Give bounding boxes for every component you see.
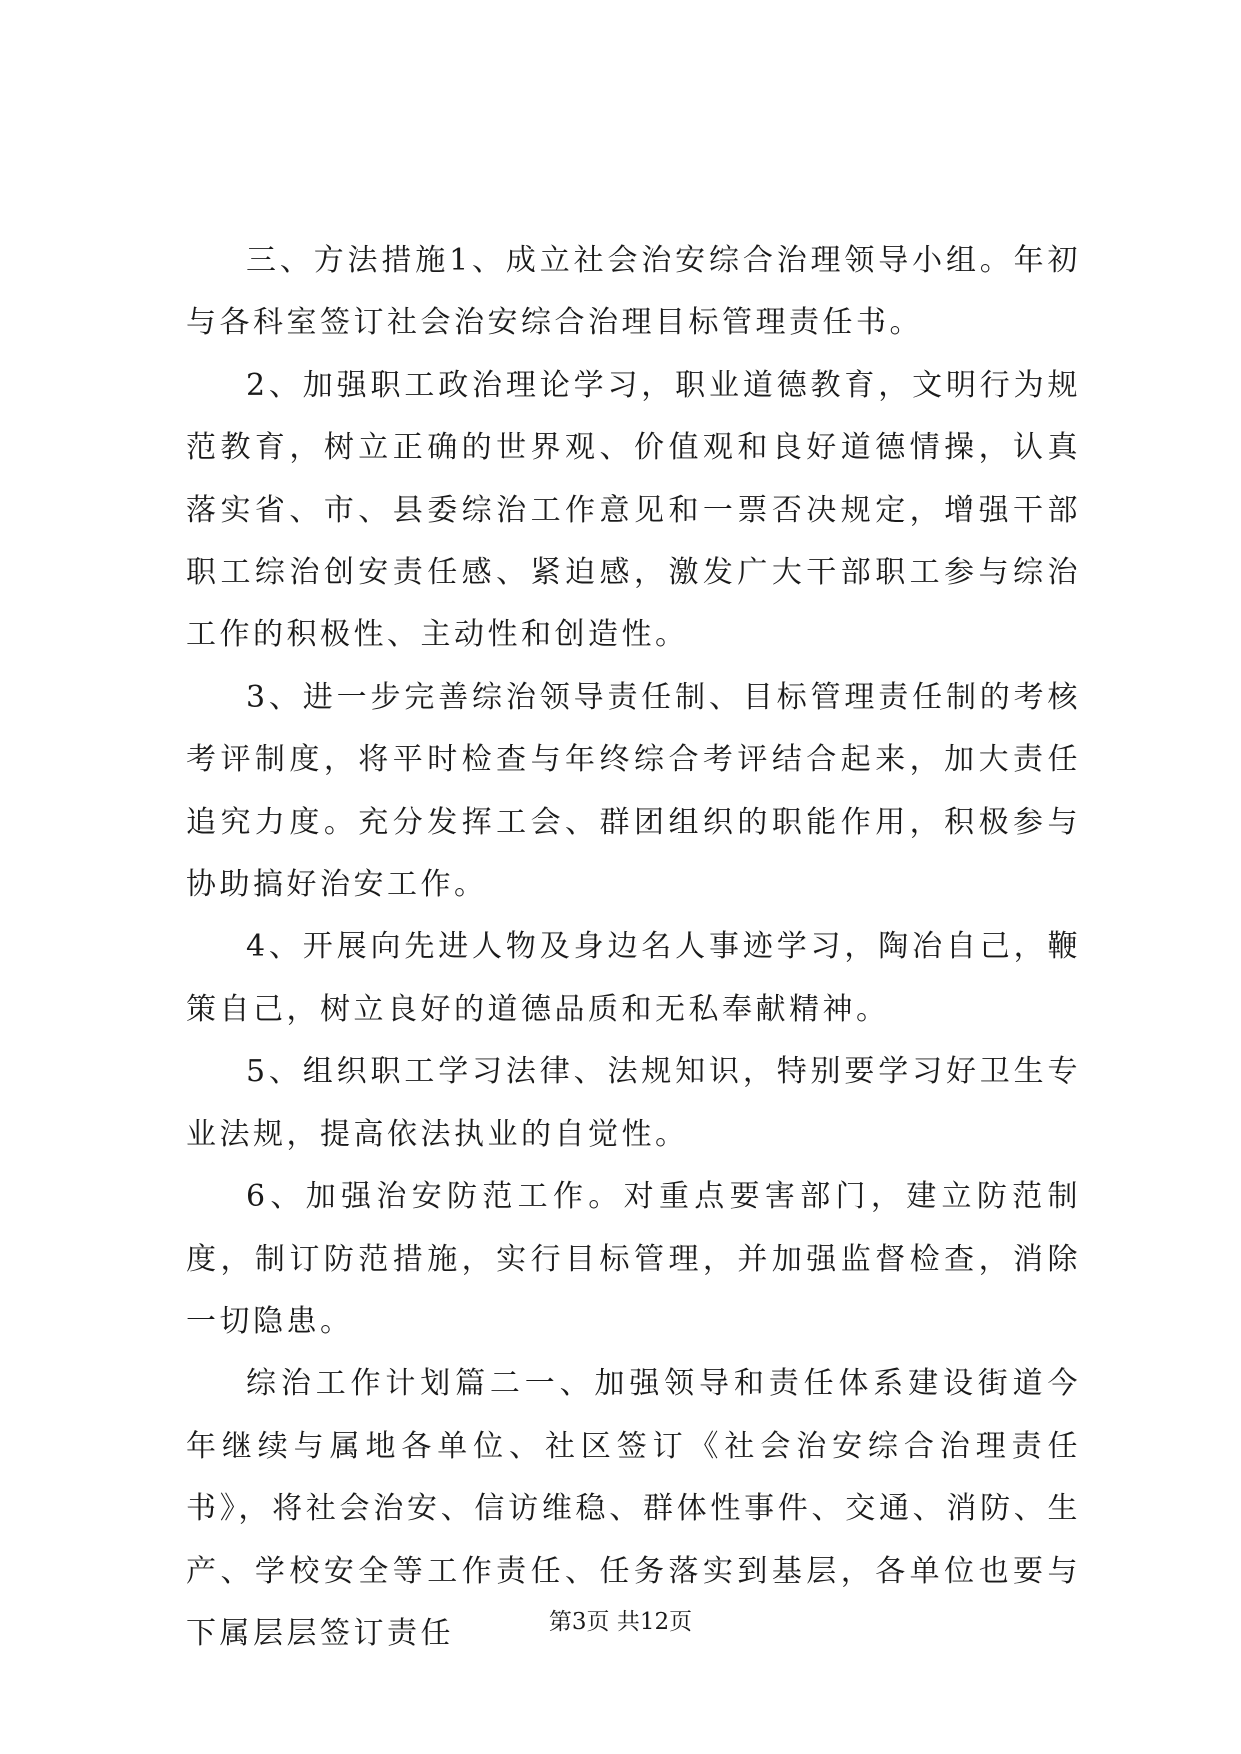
document-body: [186, 230, 1081, 1665]
paragraph-2: 2、加强职工政治理论学习，职业道德教育，文明行为规范教育，树立正确的世界观、价值观和良好道德情操，认真落实省、市、县委综治工作意见和一票否决规定，增强干部职工综治创安责任感、紧迫感，激发广大干部职工参与综治工作的积极性、主动性和创造性。: [186, 367, 1081, 653]
page-footer: 第3页 共12页: [548, 1609, 693, 1635]
paragraph-1: 三、方法措施1、成立社会治安综合治理领导小组。年初与各科室签订社会治安综合治理目标管理责任书。: [186, 243, 1081, 341]
paragraph-5: 5、组织职工学习法律、法规知识，特别要学习好卫生专业法规，提高依法执业的自觉性。: [186, 1054, 1081, 1152]
paragraph-6: 6、加强治安防范工作。对重点要害部门，建立防范制度，制订防范措施，实行目标管理，并加强监督检查，消除一切隐患。: [186, 1179, 1081, 1339]
paragraph-3: 3、进一步完善综治领导责任制、目标管理责任制的考核考评制度，将平时检查与年终综合考评结合起来，加大责任追究力度。充分发挥工会、群团组织的职能作用，积极参与协助搞好治安工作。: [186, 679, 1081, 903]
paragraph-4: 4、开展向先进人物及身边名人事迹学习，陶冶自己，鞭策自己，树立良好的道德品质和无私奉献精神。: [186, 929, 1081, 1027]
paragraph-7: 综治工作计划篇二一、加强领导和责任体系建设街道今年继续与属地各单位、社区签订《社会治安综合治理责任书》，将社会治安、信访维稳、群体性事件、交通、消防、生产、学校安全等工作责任、任务落实到基层，各单位也要与下属层层签订责任: [186, 1366, 1081, 1651]
